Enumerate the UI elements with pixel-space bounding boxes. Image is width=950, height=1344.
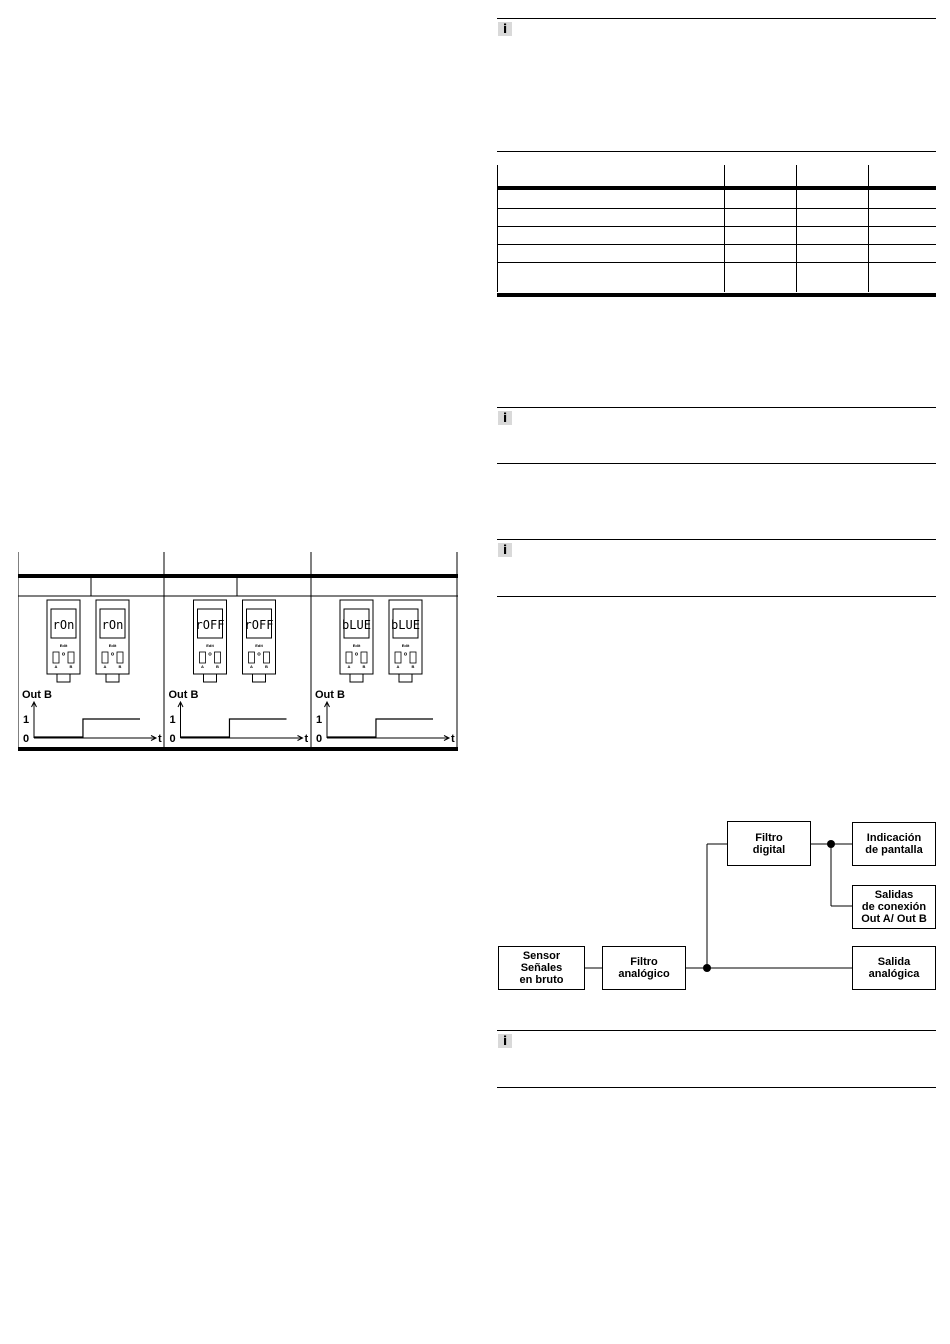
device-display-text: rOn: [52, 618, 75, 632]
key-b-button: [117, 652, 123, 663]
spec-table-body: [497, 190, 936, 292]
table-cell: [869, 208, 937, 226]
table-header-cell: [725, 165, 797, 186]
table-cell: [869, 262, 937, 292]
table-header-cell: [869, 165, 937, 186]
table-cell: [725, 262, 797, 292]
device-connector: [57, 674, 70, 682]
out-b-axis-label: Out B: [22, 689, 52, 701]
note-4-bottom-rule: [497, 1087, 936, 1088]
edit-label: Edit: [206, 643, 214, 648]
edit-label: Edit: [255, 643, 263, 648]
sensor-box: Sensor Señales en bruto: [498, 946, 585, 990]
edit-label: Edit: [59, 643, 68, 648]
info-icon: i: [498, 1034, 512, 1048]
y-tick-1: 1: [316, 714, 323, 726]
out-b-signal: [34, 719, 140, 737]
table-cell: [797, 262, 869, 292]
key-a-button: [200, 652, 206, 663]
device-connector: [204, 674, 217, 682]
note-2-top-rule: [497, 407, 936, 408]
key-b-button: [361, 652, 367, 663]
key-b-label: B: [362, 664, 366, 669]
device-display-text: rOFF: [195, 618, 225, 632]
table-header-cell: [797, 165, 869, 186]
device-connector: [399, 674, 412, 682]
device-connector: [350, 674, 363, 682]
note-3-bottom-rule: [497, 596, 936, 597]
edit-label: Edit: [352, 643, 361, 648]
table-cell: [725, 190, 797, 208]
time-axis-label: t: [304, 733, 309, 745]
out-b-axis-label: Out B: [168, 689, 199, 701]
device-display-text: bLUE: [391, 618, 420, 632]
key-a-label: A: [54, 664, 58, 669]
y-tick-0: 0: [316, 733, 323, 745]
table-cell: [797, 226, 869, 244]
key-b-label: B: [411, 664, 415, 669]
table-row: [498, 208, 937, 226]
note-1-top-rule: [497, 18, 936, 19]
table-cell: [725, 226, 797, 244]
key-b-button: [215, 652, 221, 663]
table-cell: [797, 244, 869, 262]
note-2-bottom-rule: [497, 463, 936, 464]
table-cell: [498, 262, 725, 292]
key-b-label: B: [265, 664, 268, 669]
display-box: Indicación de pantalla: [852, 822, 936, 866]
key-b-label: B: [216, 664, 219, 669]
spec-table: [497, 165, 936, 187]
table-row: [498, 226, 937, 244]
table-row: [498, 262, 937, 292]
key-b-label: B: [118, 664, 122, 669]
key-a-button: [53, 652, 59, 663]
key-b-label: B: [69, 664, 73, 669]
table-cell: [725, 244, 797, 262]
key-a-button: [102, 652, 108, 663]
info-icon: i: [498, 543, 512, 557]
output-panel: [315, 600, 455, 745]
out-b-axis-label: Out B: [315, 689, 345, 701]
note-4-top-rule: [497, 1030, 936, 1031]
table-cell: [869, 190, 937, 208]
key-b-button: [68, 652, 74, 663]
key-a-label: A: [396, 664, 400, 669]
table-row: [498, 244, 937, 262]
output-panel: [169, 600, 309, 745]
device-display-text: rOn: [101, 618, 124, 632]
table-row: [498, 190, 937, 208]
table-cell: [869, 226, 937, 244]
key-a-label: A: [201, 664, 204, 669]
analog-output-box: Salida analógica: [852, 946, 936, 990]
out-b-signal: [327, 719, 433, 737]
analog-filter-box: Filtro analógico: [602, 946, 686, 990]
table-cell: [498, 244, 725, 262]
key-a-label: A: [347, 664, 351, 669]
time-axis-label: t: [158, 733, 162, 745]
table-bottom-rule: [497, 293, 936, 297]
table-header-cell: [498, 165, 725, 186]
key-a-label: A: [250, 664, 253, 669]
key-b-button: [410, 652, 416, 663]
key-a-button: [346, 652, 352, 663]
output-figure-svg: [18, 552, 458, 752]
time-axis-label: t: [451, 733, 455, 745]
table-top-rule: [497, 151, 936, 152]
switch-outputs-box: Salidas de conexión Out A/ Out B: [852, 885, 936, 929]
edit-label: Edit: [108, 643, 117, 648]
table-header-row: [498, 165, 937, 186]
table-cell: [725, 208, 797, 226]
y-tick-1: 1: [23, 714, 30, 726]
table-cell: [797, 208, 869, 226]
table-cell: [498, 226, 725, 244]
y-tick-0: 0: [23, 733, 30, 745]
y-tick-1: 1: [169, 714, 176, 726]
table-cell: [498, 208, 725, 226]
signal-diagram: [497, 820, 937, 992]
out-b-signal: [181, 719, 287, 737]
y-tick-0: 0: [169, 733, 176, 745]
device-connector: [253, 674, 266, 682]
table-cell: [797, 190, 869, 208]
digital-filter-box: Filtro digital: [727, 821, 811, 866]
device-display-text: rOFF: [244, 618, 274, 632]
output-figure: [18, 552, 458, 752]
device-connector: [106, 674, 119, 682]
note-3-top-rule: [497, 539, 936, 540]
table-cell: [869, 244, 937, 262]
info-icon: i: [498, 411, 512, 425]
device-display-text: bLUE: [342, 618, 371, 632]
key-a-button: [395, 652, 401, 663]
info-icon: i: [498, 22, 512, 36]
key-b-button: [264, 652, 270, 663]
key-a-label: A: [103, 664, 107, 669]
edit-label: Edit: [401, 643, 410, 648]
output-panel: [22, 600, 162, 745]
table-cell: [498, 190, 725, 208]
key-a-button: [249, 652, 255, 663]
